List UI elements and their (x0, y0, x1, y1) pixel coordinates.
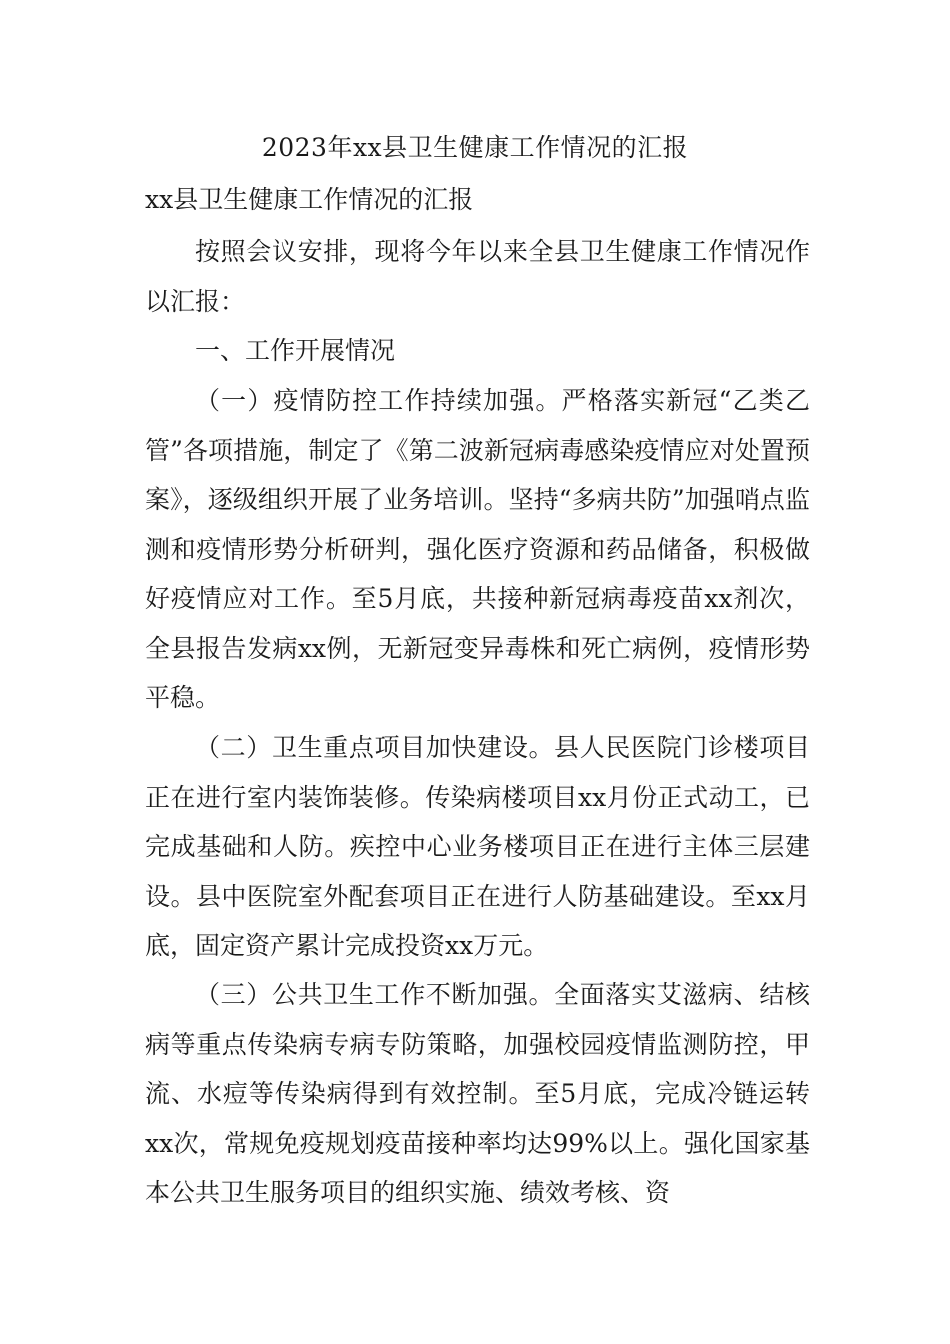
paragraph-text: （三）公共卫生工作不断加强。全面落实艾滋病、结核病等重点传染病专病专防策略，加强校园疫情监测防控，甲流、水痘等传染病得到有效控制。至5月底，完成冷链运转xx次，常规免疫规划疫苗接种率均达99%以上。强化国家基本公共卫生服务项目的组织实施、绩效考核、资 (145, 980, 810, 1207)
paragraph-text: （二）卫生重点项目加快建设。县人民医院门诊楼项目正在进行室内装饰装修。传染病楼项目xx月份正式动工，已完成基础和人防。疾控中心业务楼项目正在进行主体三层建设。县中医院室外配套项目正在进行人防基础建设。至xx月底，固定资产累计完成投资xx万元。 (145, 733, 810, 960)
intro-text: 按照会议安排，现将今年以来全县卫生健康工作情况作以汇报： (145, 237, 810, 316)
intro-paragraph (145, 227, 810, 326)
paragraph-public-health (145, 970, 810, 1218)
document-subtitle: xx县卫生健康工作情况的汇报 (145, 185, 474, 214)
paragraph-key-projects (145, 723, 810, 971)
paragraph-text: （一）疫情防控工作持续加强。严格落实新冠“乙类乙管”各项措施，制定了《第二波新冠病毒感染疫情应对处置预案》，逐级组织开展了业务培训。坚持“多病共防”加强哨点监测和疫情形势分析研判，强化医疗资源和药品储备，积极做好疫情应对工作。至5月底，共接种新冠病毒疫苗xx剂次，全县报告发病xx例，无新冠变异毒株和死亡病例，疫情形势平稳。 (145, 386, 810, 712)
section-heading (145, 326, 810, 376)
paragraph-epidemic-control (145, 376, 810, 723)
section-heading-text: 一、工作开展情况 (195, 336, 396, 365)
document-title: 2023年xx县卫生健康工作情况的汇报 (261, 133, 689, 162)
